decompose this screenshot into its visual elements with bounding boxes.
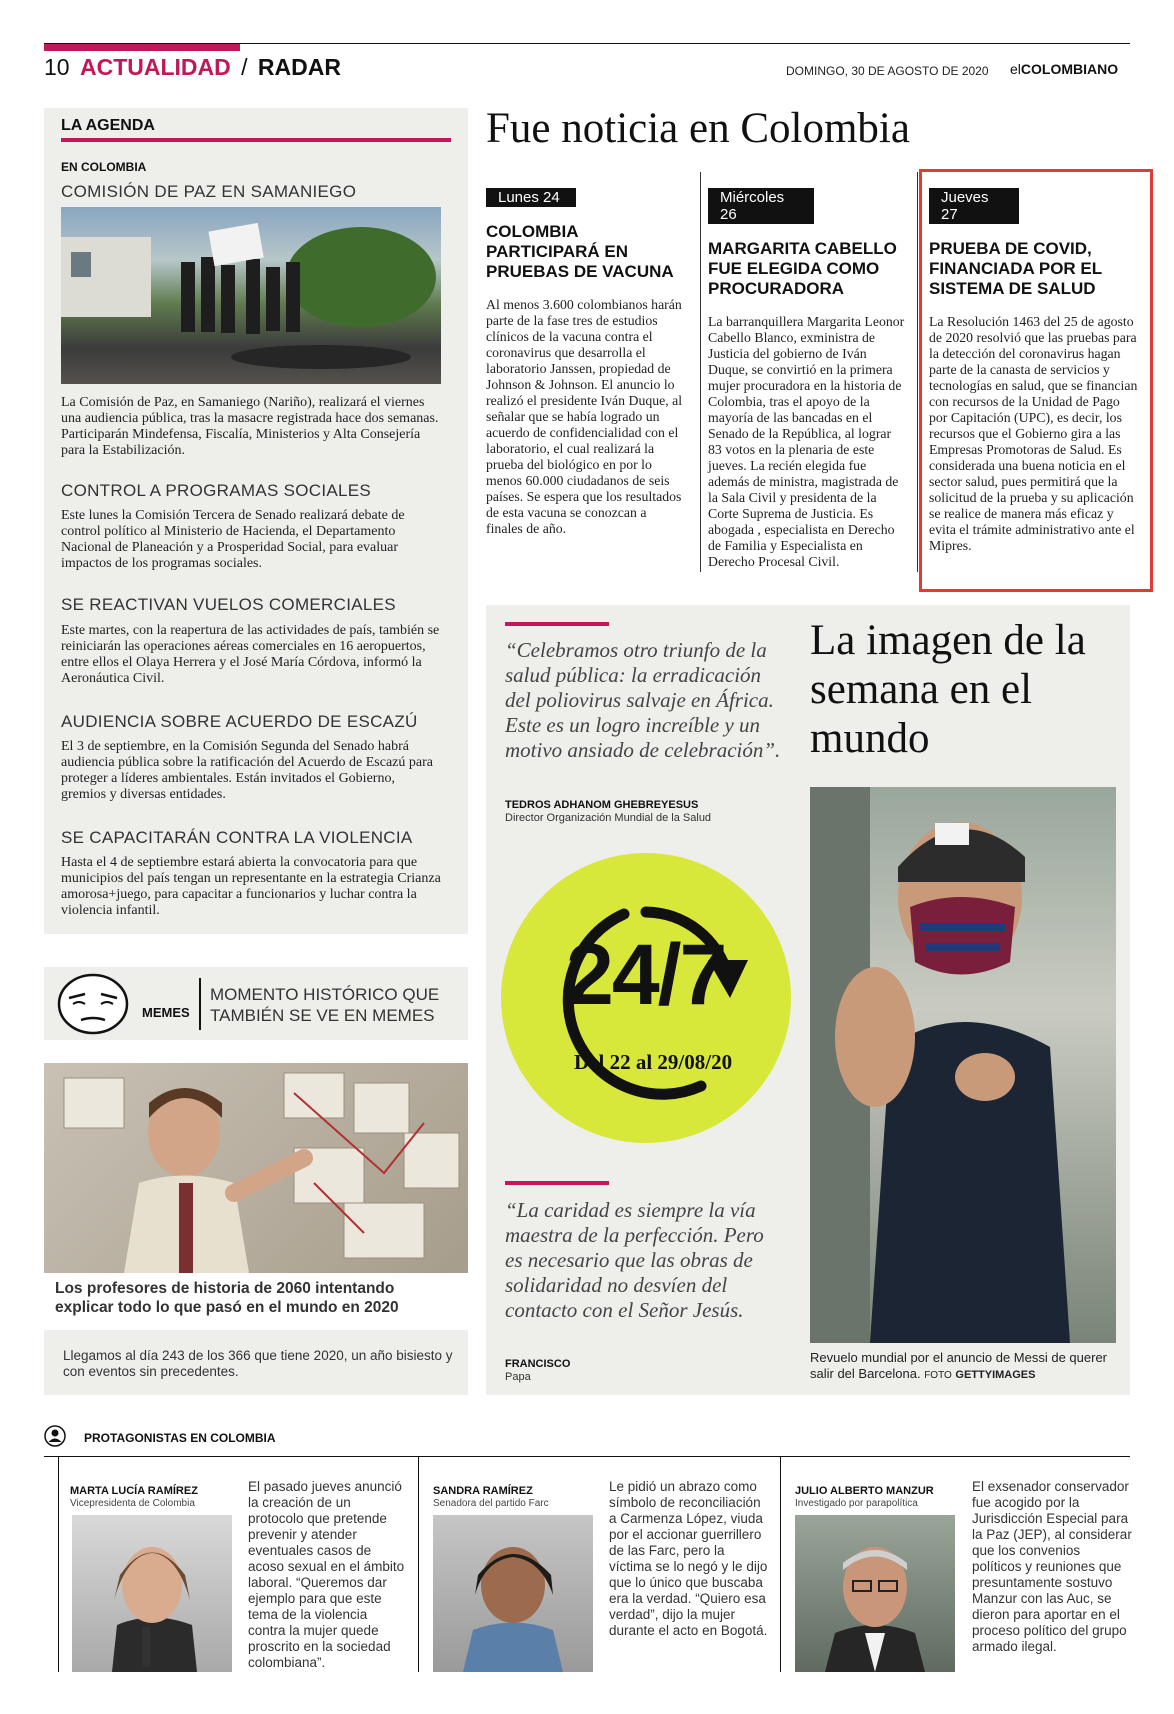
protagonist-name: JULIO ALBERTO MANZUR (795, 1485, 934, 1497)
agenda-region: EN COLOMBIA (61, 160, 147, 174)
protagonist-text: El exsenador conservador fue acogido por la Jurisdicción Especial para la Paz (JEP), al considerar que los convenios políticos y reuniones que presuntamente sostuvo Manzur con las Auc, se dieron para aportar en el proceso político del grupo armado ilegal. (972, 1479, 1132, 1654)
messi-caption-text: Revuelo mundial por el anuncio de Messi de querer salir del Barcelona. (810, 1350, 1108, 1381)
agenda-item-title: AUDIENCIA SOBRE ACUERDO DE ESCAZÚ (61, 712, 418, 731)
protagonists-rule (58, 1456, 1130, 1457)
messi-photo (810, 787, 1116, 1343)
news-column-lunes (486, 188, 686, 537)
protagonist-photo (72, 1515, 232, 1672)
protagonist-photo-drawing (795, 1515, 955, 1672)
memes-divider (199, 978, 201, 1030)
week-badge-number: 24/7 (566, 927, 726, 1023)
news-text: La Resolución 1463 del 25 de agosto de 2020 resolvió que las pruebas para la detección del coronavirus hagan parte de la canasta de servicios y tecnologías en salud, que se financian con recursos de la Unidad de Pago por Capitación (UPC), es decir, los recursos que el Gobierno gira a las Empresas Promotoras de Salud. Es considerada una buena noticia en el sector salud, pues permitirá que la solicitud de la prueba y su aplicación se realice de manera más eficaz y evita el trámite administrativo ante el Mipres. (929, 314, 1138, 553)
protagonists-divider (418, 1456, 419, 1672)
logo-name: COLOMBIANO (1020, 61, 1119, 77)
logo-prefix: el (1010, 61, 1021, 77)
column-divider (917, 172, 918, 572)
day-tag: Jueves 27 (929, 188, 1019, 224)
subsection-name: RADAR (257, 54, 341, 80)
agenda-item-title: SE REACTIVAN VUELOS COMERCIALES (61, 595, 396, 614)
quote-author-role: Director Organización Mundial de la Salud (505, 812, 712, 824)
header-accent-bar (44, 43, 240, 51)
agenda-title-rule (61, 138, 451, 142)
meme-image (44, 1063, 468, 1273)
news-column-jueves (929, 188, 1141, 554)
quote-author: FRANCISCO (505, 1358, 571, 1370)
memes-title: MOMENTO HISTÓRICO QUE TAMBIÉN SE VE EN MEMES (210, 985, 440, 1025)
protagonist-role: Investigado por parapolítica (795, 1498, 918, 1509)
protagonist-role: Vicepresidenta de Colombia (70, 1498, 195, 1509)
news-headline: PRUEBA DE COVID, FINANCIADA POR EL SISTEMA DE SALUD (929, 239, 1102, 298)
samaniego-photo (61, 207, 441, 384)
newspaper-logo (1010, 61, 1118, 77)
protagonist-photo-drawing (72, 1515, 232, 1672)
page-header (44, 54, 341, 81)
news-column-miercoles (708, 188, 908, 570)
image-of-week-title: La imagen de la semana en el mundo (810, 617, 1086, 762)
meme-image-drawing (44, 1063, 468, 1273)
protagonist-photo (795, 1515, 955, 1672)
agenda-item-text: El 3 de septiembre, en la Comisión Segunda del Senado habrá audiencia pública sobre la ratificación del Acuerdo de Escazú para proteger a líderes ambientales. Están invitados el Gobierno, gremios y diversas entidades. (61, 739, 433, 802)
meme-face-icon (55, 972, 133, 1036)
week-badge-range: Del 22 al 29/08/20 (574, 1050, 733, 1074)
meme-face-drawing (55, 972, 133, 1036)
agenda-item-title: CONTROL A PROGRAMAS SOCIALES (61, 481, 372, 500)
day-tag: Miércoles 26 (708, 188, 814, 224)
news-text: Al menos 3.600 colombianos harán parte de la fase tres de estudios clínicos de la vacuna contra el coronavirus que desarrolla el laboratorio Janssen, propiedad de Johnson & Johnson. El anuncio lo realizó el presidente Iván Duque, al señalar que se había logrado un acuerdo de confidencialidad con el laboratorio, el cual realizará la prueba del biológico en por lo menos 60.000 ciudadanos de seis países. Se espera que los resultados de esta vacuna se conozcan a finales de año. (486, 297, 683, 536)
quote-pope: “La caridad es siempre la vía maestra de la perfección. Pero es necesario que las obras de solidaridad no desvíen del contacto con el Señor Jesús. (505, 1198, 764, 1322)
quote-author: TEDROS ADHANOM GHEBREYESUS (505, 799, 699, 811)
protagonists-left-line (58, 1456, 59, 1672)
photo-credit: GETTYIMAGES (955, 1369, 1036, 1381)
agenda-item-text: Este martes, con la reapertura de las actividades de país, también se reiniciarán las operaciones aéreas comerciales en 16 aeropuertos, entre ellos el Olaya Herrera y el José María Córdova, informó la Aeronáutica Civil. (61, 623, 440, 686)
quote-who: “Celebramos otro triunfo de la salud pública: la erradicación del poliovirus salvaje en África. Este es un logro increíble y un motivo ansiado de celebración”. (505, 638, 781, 762)
protagonist-role: Senadora del partido Farc (433, 1498, 549, 1509)
messi-caption (810, 1350, 1120, 1384)
agenda-item-text: La Comisión de Paz, en Samaniego (Nariño), realizará el viernes una audiencia pública, tras la masacre registrada hace dos semanas. Participarán Mindefensa, Fiscalía, Ministerios y Alta Consejería para la Estabilización. (61, 395, 439, 458)
quote-author-role: Papa (505, 1371, 531, 1383)
agenda-item-title: COMISIÓN DE PAZ EN SAMANIEGO (61, 182, 357, 201)
agenda-title: LA AGENDA (61, 117, 155, 134)
header-separator: / (241, 54, 248, 80)
meme-caption: Los profesores de historia de 2060 intentando explicar todo lo que pasó en el mundo en 2020 (55, 1280, 399, 1316)
agenda-item-title: SE CAPACITARÁN CONTRA LA VIOLENCIA (61, 828, 413, 847)
week-badge (496, 848, 796, 1148)
protagonist-text: El pasado jueves anunció la creación de un protocolo que pretende prevenir y atender eventuales casos de acoso sexual en el ámbito laboral. “Queremos dar ejemplo para que este tema de la violencia contra la mujer quede proscrito en la sociedad colombiana”. (248, 1479, 405, 1670)
quote-accent (505, 622, 609, 626)
section-name: ACTUALIDAD (79, 54, 231, 80)
news-text: La barranquillera Margarita Leonor Cabello Blanco, exministra de Justicia del gobierno de Iván Duque, se convirtió en la primera mujer procuradora en la historia de Colombia, tras el apoyo de la mayoría de las bancadas en el Senado de la República, al lograr 83 votos en la plenaria de este jueves. La recién elegida fue además de ministra, magistrada de la Sala Civil y presidenta de la Corte Suprema de Justicia. Es abogada , especialista en Derecho de Familia y Especialista en Derecho Procesal Civil. (708, 314, 905, 569)
news-headline: COLOMBIA PARTICIPARÁ EN PRUEBAS DE VACUNA (486, 222, 674, 281)
day-tag: Lunes 24 (486, 188, 576, 207)
protagonist-name: SANDRA RAMÍREZ (433, 1485, 533, 1497)
messi-photo-drawing (810, 787, 1116, 1343)
page-number: 10 (44, 54, 70, 80)
column-divider (700, 172, 701, 572)
agenda-item-text: Hasta el 4 de septiembre estará abierta la convocatoria para que municipios del país tengan un representante en la estrategia Crianza amorosa+juego, para capacitar a funcionarios y luchar contra la violencia infantil. (61, 855, 441, 918)
quote-accent (505, 1181, 609, 1185)
protagonist-text: Le pidió un abrazo como símbolo de reconciliación a Carmenza López, viuda por el accionar guerrillero de las Farc, pero la víctima se lo negó y le dijo que lo único que buscaba era la verdad. “Quiero esa verdad”, dijo la mujer durante el acto en Bogotá. (609, 1479, 768, 1638)
photo-credit-label: FOTO (924, 1370, 952, 1381)
protagonist-photo-drawing (433, 1515, 593, 1672)
news-title: Fue noticia en Colombia (486, 105, 910, 152)
memes-label: MEMES (142, 1005, 190, 1020)
memes-footer: Llegamos al día 243 de los 366 que tiene 2020, un año bisiesto y con eventos sin precedentes. (63, 1348, 453, 1379)
samaniego-photo-drawing (61, 207, 441, 384)
header-date: DOMINGO, 30 DE AGOSTO DE 2020 (786, 64, 989, 78)
header-rule (44, 43, 1130, 44)
protagonists-icon (44, 1425, 66, 1447)
protagonist-name: MARTA LUCÍA RAMÍREZ (70, 1485, 198, 1497)
protagonist-photo (433, 1515, 593, 1672)
protagonists-title: PROTAGONISTAS EN COLOMBIA (84, 1431, 276, 1445)
news-headline: MARGARITA CABELLO FUE ELEGIDA COMO PROCURADORA (708, 239, 897, 298)
person-icon (44, 1425, 66, 1447)
protagonists-divider (780, 1456, 781, 1672)
agenda-item-text: Este lunes la Comisión Tercera de Senado realizará debate de control político al Ministerio de Hacienda, el Departamento Nacional de Planeación y a Prosperidad Social, para evaluar impactos de los programas sociales. (61, 508, 405, 571)
